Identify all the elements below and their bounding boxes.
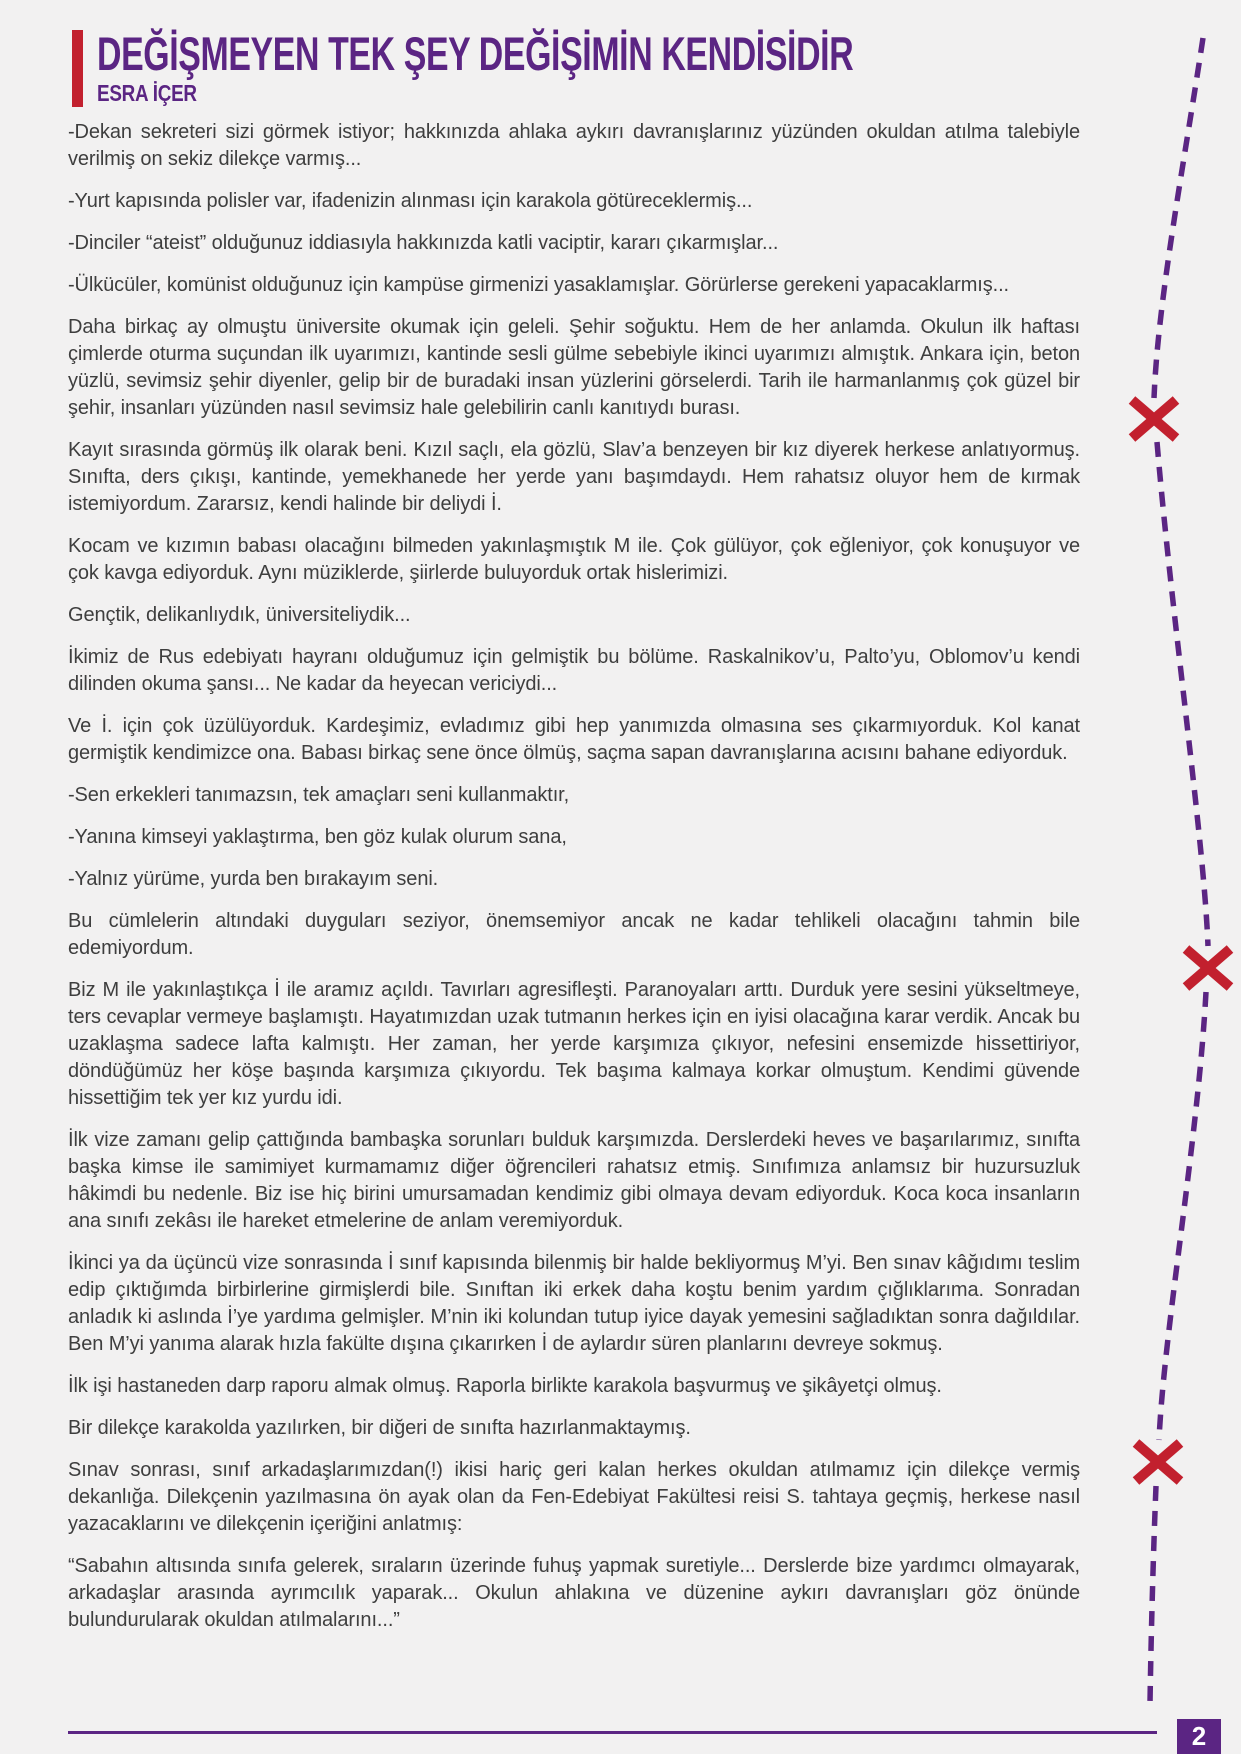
paragraph: İkimiz de Rus edebiyatı hayranı olduğumuz için gelmiştik bu bölüme. Raskalnikov’u, Palto’yu, Oblomov’u kendi dilinden okuma şansı... Ne kadar da heyecan vericiydi... [68, 646, 1080, 695]
footer-rule [68, 1731, 1157, 1734]
paragraph: -Dekan sekreteri sizi görmek istiyor; hakkınızda ahlaka aykırı davranışlarınız yüzünden okuldan atılma talebiyle verilmiş on sekiz dilekçe varmış... [68, 121, 1080, 170]
paragraph: Daha birkaç ay olmuştu üniversite okumak için geleli. Şehir soğuktu. Hem de her anlamda. Okulun ilk haftası çimlerde oturma suçundan ilk uyarımızı, kantinde sesli gülme sebebiyle ikinci uyarımızı almıştık. Ankara için, beton yüzlü, sevimsiz şehir diyenler, gelip bir de buradaki insan yüzlerini görselerdi. Tarih ile harmanlanmış çok güzel bir şehir, insanları yüzünden nasıl sevimsiz hale gelebilirin canlı kanıtıydı burası. [68, 316, 1080, 419]
paragraph: “Sabahın altısında sınıfa gelerek, sıraların üzerinde fuhuş yapmak suretiyle... Derslerde bize yardımcı olmayarak, arkadaşlar arasında ayrımcılık yaparak... Okulun ahlakına ve düzenine aykırı davranışları göz önünde bulundurularak okuldan atılmalarını...” [68, 1555, 1080, 1631]
x-cut-mark-icon [1136, 1443, 1180, 1481]
paragraph: -Yanına kimseyi yaklaştırma, ben göz kulak olurum sana, [68, 826, 567, 848]
page-number-badge: 2 [1177, 1719, 1221, 1754]
article-header [72, 27, 1147, 107]
article-author: ESRA İÇER [97, 80, 197, 107]
paragraph: İlk vize zamanı gelip çattığında bambaşka sorunları bulduk karşımızda. Derslerdeki heves ve başarılarımız, sınıfta başka kimse ile samimiyet kurmamamız diğer öğrencileri rahatsız etmiş. Sınıfımıza anlamsız bir huzursuzluk hâkimdi bu nedenle. Biz ise hiç birini umursamadan kendimiz gibi olmaya devam ediyorduk. Koca koca insanların ana sınıfı zekâsı ile hareket etmelerine de anlam veremiyorduk. [68, 1129, 1080, 1232]
paragraph: İkinci ya da üçüncü vize sonrasında İ sınıf kapısında bilenmiş bir halde bekliyormuş M’yi. Ben sınav kâğıdımı teslim edip çıktığımda birbirlerine girmişlerdi bile. Sınıftan iki erkek daha koştu benim yardım çığlıklarıma. Sonradan anladık ki aslında İ’ye yardıma gelmişler. M’nin iki kolundan tutup iyice dayak yemesini sağladıktan sonra dağıldılar. Ben M’yi yanıma alarak hızla fakülte dışına çıkarırken İ de aylardır süren planlarını devreye sokmuş. [68, 1252, 1080, 1355]
paragraph: Kayıt sırasında görmüş ilk olarak beni. Kızıl saçlı, ela gözlü, Slav’a benzeyen bir kız diyerek herkese anlatıyormuş. Sınıfta, ders çıkışı, kantinde, yemekhanede her yerde yanı başımdaydı. Hem rahatsız oluyor hem de kırmak istemiyordum. Zararsız, kendi halinde bir deliydi İ. [68, 439, 1080, 515]
paragraph: İlk işi hastaneden darp raporu almak olmuş. Raporla birlikte karakola başvurmuş ve şikâyetçi olmuş. [68, 1375, 942, 1397]
paragraph: Biz M ile yakınlaştıkça İ ile aramız açıldı. Tavırları agresifleşti. Paranoyaları arttı. Durduk yere sesini yükseltmeye, ters cevaplar vermeye başlamıştı. Hayatımızdan uzak tutmanın herkes için en iyisi olacağına karar verdik. Ancak bu uzaklaşma sadece lafta kalmıştı. Her zaman, her yerde karşımıza çıkıyor, nefesini ensemizde hissettiriyor, döndüğümüz her köşe başında karşımıza çıkıyordu. Tek başıma kalmaya korkar olmuştum. Kendimi güvende hissettiğim tek yer kız yurdu idi. [68, 979, 1080, 1109]
paragraph: Sınav sonrası, sınıf arkadaşlarımızdan(!) ikisi hariç geri kalan herkes okuldan atılmamız için dilekçe vermiş dekanlığa. Dilekçenin yazılmasına ön ayak olan da Fen-Edebiyat Fakültesi reisi S. tahtaya geçmiş, herkese nasıl yazacaklarını ve dilekçenin içeriğini anlatmış: [68, 1459, 1080, 1535]
paragraph: -Yalnız yürüme, yurda ben bırakayım seni. [68, 868, 439, 890]
paragraph: -Sen erkekleri tanımazsın, tek amaçları seni kullanmaktır, [68, 784, 570, 806]
title-accent-bar [72, 30, 83, 107]
paragraph: -Ülkücüler, komünist olduğunuz için kampüse girmenizi yasaklamışlar. Görürlerse gerekeni yapacaklarmış... [68, 274, 1010, 296]
title-block [97, 27, 1147, 107]
paragraph: Bir dilekçe karakolda yazılırken, bir diğeri de sınıfta hazırlanmaktaymış. [68, 1417, 691, 1439]
paragraph: Gençtik, delikanlıydık, üniversiteliydik... [68, 604, 411, 626]
paragraph: Kocam ve kızımın babası olacağını bilmeden yakınlaşmıştık M ile. Çok gülüyor, çok eğleniyor, çok konuşuyor ve çok kavga ediyorduk. Aynı müziklerde, şiirlerde buluyorduk ortak hislerimizi. [68, 535, 1080, 584]
paragraph: Bu cümlelerin altındaki duyguları seziyor, önemsemiyor ancak ne kadar tehlikeli olacağını tahmin bile edemiyordum. [68, 910, 1080, 959]
article-body [68, 119, 1080, 1649]
dashed-cut-line-icon [1150, 38, 1208, 1703]
paragraph: Ve İ. için çok üzülüyorduk. Kardeşimiz, evladımız gibi hep yanımızda olmasına ses çıkarmıyorduk. Kol kanat germiştik kendimizce ona. Babası birkaç sene önce ölmüş, saçma sapan davranışlarına acısını bahane ediyorduk. [68, 715, 1080, 764]
paragraph: -Yurt kapısında polisler var, ifadenizin alınması için karakola götüreceklermiş... [68, 190, 753, 212]
paragraph: -Dinciler “ateist” olduğunuz iddiasıyla hakkınızda katli vaciptir, kararı çıkarmışlar... [68, 232, 779, 254]
article-title: DEĞİŞMEYEN TEK ŞEY DEĞİŞİMİN KENDİSİDİR [97, 27, 854, 80]
x-cut-mark-icon [1186, 949, 1230, 987]
x-cut-mark-icon [1132, 400, 1176, 438]
